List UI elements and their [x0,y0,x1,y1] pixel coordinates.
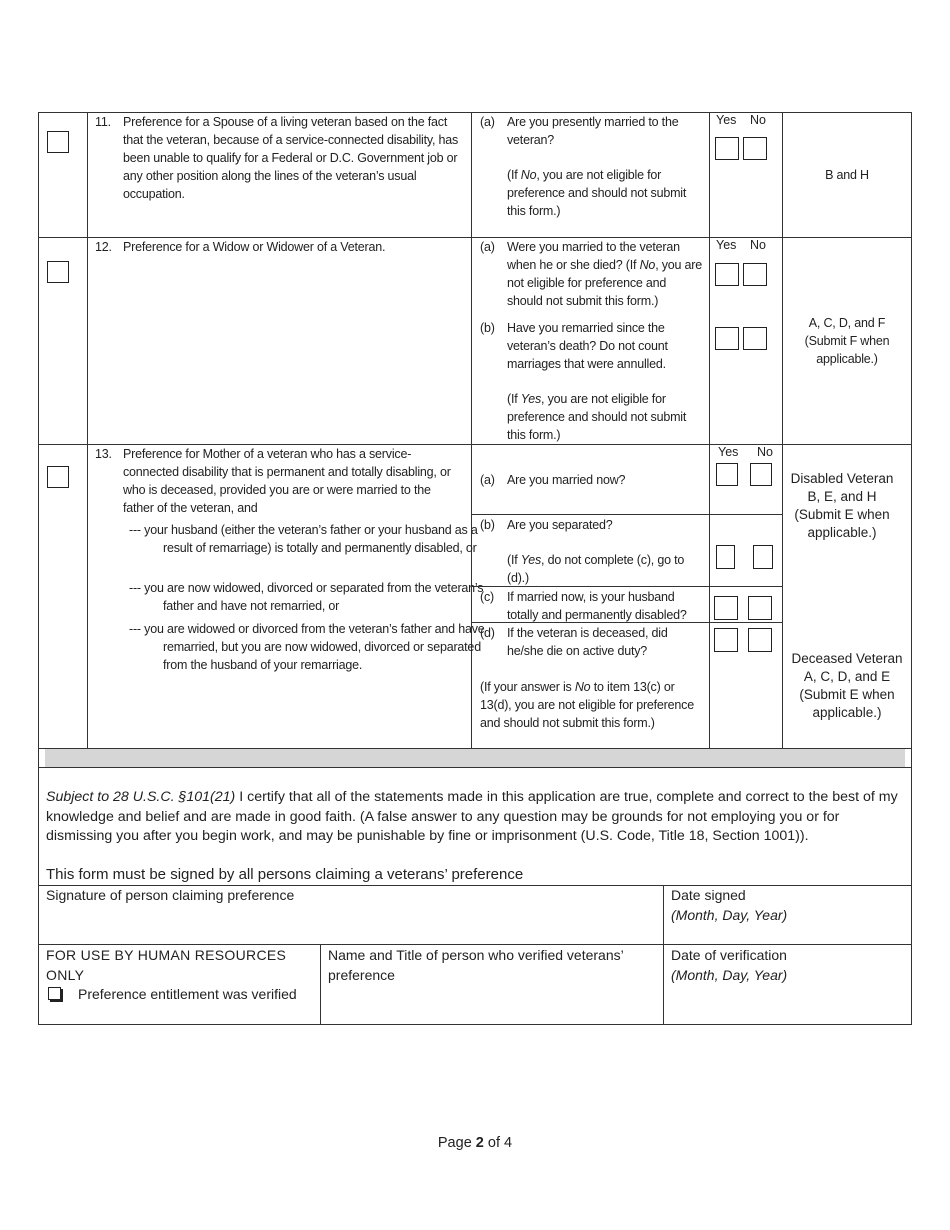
row-13-a-yes-checkbox[interactable] [716,463,738,486]
row-11-question-a-text: Are you presently married to the veteran? [507,115,679,147]
row-13-question-b-letter: (b) [480,518,495,532]
row-12-b-yes-checkbox[interactable] [715,327,739,350]
page-prefix: Page [437,1135,476,1151]
row-13-b-yes-checkbox[interactable] [716,545,735,569]
row-11-a-no-checkbox[interactable] [743,137,767,160]
row-13-question-b-text: Are you separated? [507,518,613,532]
row-11-a-yes-checkbox[interactable] [715,137,739,160]
row-13-condition-3: --- you are widowed or divorced from the veteran’s father and have remarried, but you are now widowed, divorced or separated from the husband of your remarriage. [129,622,485,672]
row-13-documents-disabled: Disabled Veteran B, E, and H (Submit E when applicable.) [790,471,894,540]
verifier-label: Name and Title of person who verified veterans’ preference [328,947,624,983]
sign-notice: This form must be signed by all persons claiming a veterans’ preference [46,866,524,883]
row-13-question-b-note: (If Yes, do not complete (c), go to (d).) [507,553,685,585]
signature-field[interactable] [46,886,656,942]
row-12-question-a-letter: (a) [480,240,495,254]
row-11-yes-label: Yes [716,113,737,127]
date-signed-field[interactable] [671,886,907,942]
row-13-question-d-letter: (d) [480,626,495,640]
row-13-question-d-text: If the veteran is deceased, did he/she die on active duty? [507,626,668,658]
signature-label: Signature of person claiming preference [46,887,295,903]
row-12-question-a-text: Were you married to the veteran when he or she died? (If No, you are not eligible for preference and should not submit this form.) [507,240,703,308]
row-11-select-checkbox[interactable] [47,131,69,153]
row-13-number: 13. [95,447,112,461]
verifier-name-field[interactable] [328,946,656,1022]
section-divider-bar [45,749,905,767]
row-12-yes-label: Yes [716,238,737,252]
date-verification-format: (Month, Day, Year) [671,966,788,983]
row-13-condition-1: --- your husband (either the veteran’s father or your husband as a result of remarriage) is totally and permanently disabled, or [129,523,478,555]
date-verification-field[interactable] [671,946,907,1022]
row-12-a-no-checkbox[interactable] [743,263,767,286]
row-13-d-no-checkbox[interactable] [748,628,772,652]
row-13-condition-2: --- you are now widowed, divorced or separated from the veteran’s father and have not remarried, or [129,581,484,613]
hr-title: FOR USE BY HUMAN RESOURCES ONLY [46,947,287,983]
row-13-description: Preference for Mother of a veteran who has a service-connected disability that is permanent and totally disabling, or who is deceased, provided you are or were married to the father of the veteran, and [123,447,451,515]
row-12-question-b-letter: (b) [480,321,495,335]
hr-verified-label: Preference entitlement was verified [78,986,297,1002]
row-13-documents-deceased: Deceased Veteran A, C, D, and E (Submit E when applicable.) [791,651,903,720]
row-12-description: Preference for a Widow or Widower of a Veteran. [123,240,386,254]
row-13-b-no-checkbox[interactable] [753,545,773,569]
row-12-no-label: No [750,238,766,252]
row-11-number: 11. [95,115,111,129]
row-13-question-a-text: Are you married now? [507,473,626,487]
row-13-a-no-checkbox[interactable] [750,463,772,486]
row-13-question-c-text: If married now, is your husband totally and permanently disabled? [507,590,687,622]
certification-statute: Subject to 28 U.S.C. §101(21) [46,789,236,805]
hr-verified-checkbox[interactable] [48,987,61,1000]
row-13-question-c-letter: (c) [480,590,494,604]
row-13-question-a-letter: (a) [480,473,495,487]
row-13-select-checkbox[interactable] [47,466,69,488]
certification-text: I certify that all of the statements made in this application are true, complete and correct to the best of my knowledge and belief and are made in good faith. (A false answer to any question may be grounds for not employing you or for dismissing you after you begin work, and may be punishable by fine or imprisonment (U.S. Code, Title 18, Section 1001)). [46,789,898,844]
row-13-c-yes-checkbox[interactable] [714,596,738,620]
row-12-question-b-text: Have you remarried since the veteran’s death? Do not count marriages that were annulled. [507,321,668,371]
row-13-no-label: No [757,445,773,459]
certification-statement [46,788,908,847]
row-13-c-no-checkbox[interactable] [748,596,772,620]
date-signed-format: (Month, Day, Year) [671,906,788,923]
row-12-b-no-checkbox[interactable] [743,327,767,350]
row-11-question-a-letter: (a) [480,115,495,129]
row-13-question-d-note: (If your answer is No to item 13(c) or 13(d), you are not eligible for preference and should not submit this form.) [480,680,694,730]
page-suffix: of 4 [483,1135,513,1151]
date-signed-label: Date signed [671,887,746,903]
row-11-no-label: No [750,113,766,127]
row-11-description: Preference for a Spouse of a living veteran based on the fact that the veteran, because of a service-connected disability, has been unable to qualify for a Federal or D.C. Government job or any other position along the lines of the veteran’s usual occupation. [123,115,459,201]
row-12-a-yes-checkbox[interactable] [715,263,739,286]
row-13-yes-label: Yes [718,445,739,459]
page-number: 2 [475,1135,484,1151]
row-12-question-b-note: (If Yes, you are not eligible for preference and should not submit this form.) [507,392,687,442]
row-11-question-a-note: (If No, you are not eligible for preference and should not submit this form.) [507,168,687,218]
row-12-documents: A, C, D, and F (Submit F when applicable.) [804,316,890,366]
row-12-number: 12. [95,240,112,254]
row-11-documents: B and H [825,168,869,182]
page-footer [0,1135,950,1151]
row-13-d-yes-checkbox[interactable] [714,628,738,652]
date-verification-label: Date of verification [671,947,787,963]
row-12-select-checkbox[interactable] [47,261,69,283]
